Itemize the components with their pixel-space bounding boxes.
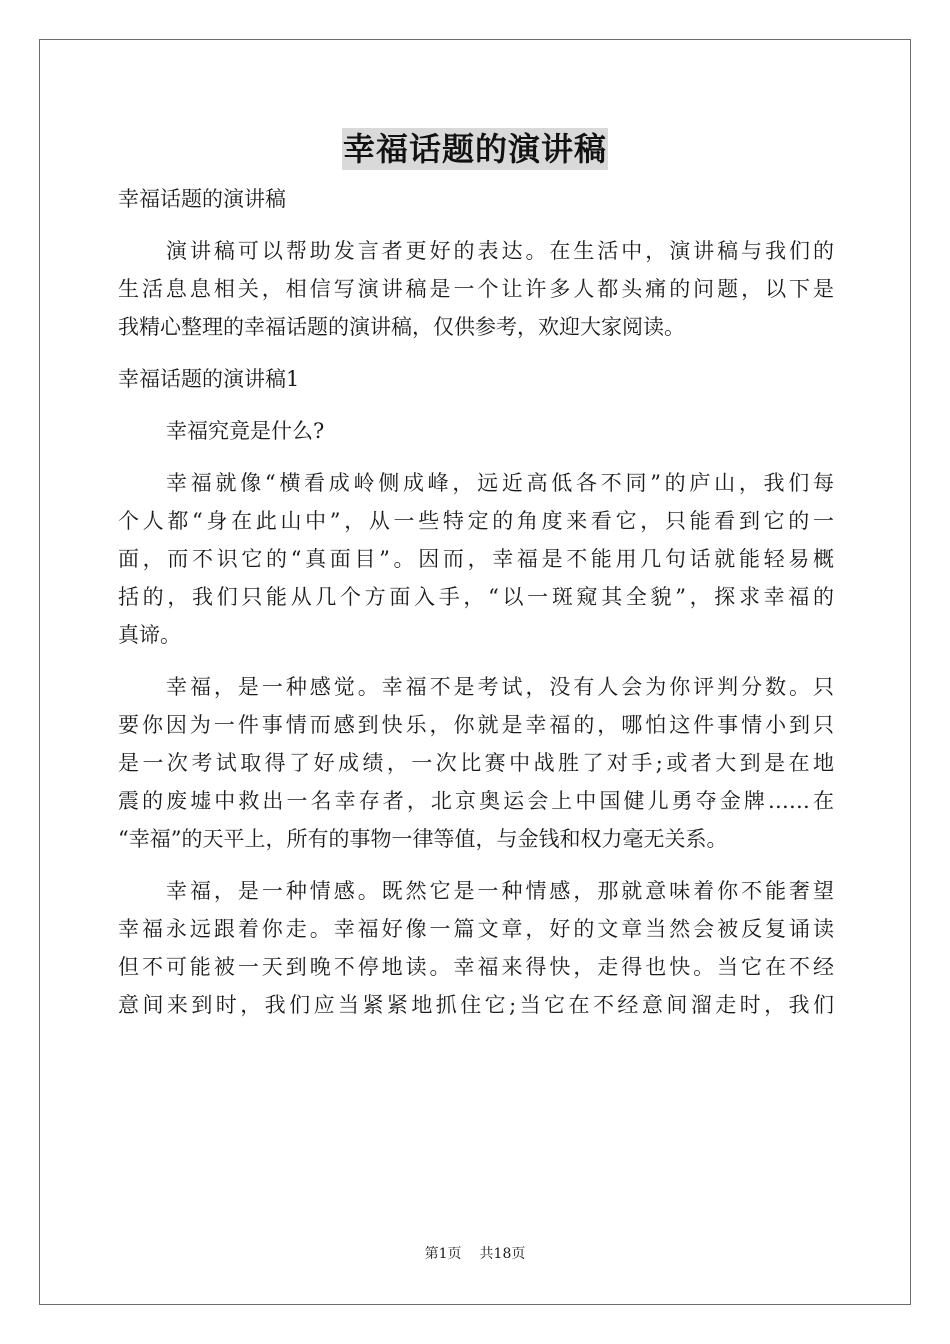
section-heading: 幸福话题的演讲稿1 <box>118 367 300 391</box>
text-line: 震的废墟中救出一名幸存者，北京奥运会上中国健儿勇夺金牌……在 <box>118 789 834 813</box>
page-total: 共18页 <box>479 1246 526 1262</box>
text-line: 要你因为一件事情而感到快乐，你就是幸福的，哪怕这件事情小到只 <box>118 713 834 737</box>
text-line: 幸福，是一种感觉。幸福不是考试，没有人会为你评判分数。只 <box>166 675 834 699</box>
title-container <box>0 128 950 170</box>
paragraph-1 <box>118 464 834 654</box>
subheading: 幸福话题的演讲稿 <box>118 187 286 211</box>
text-line: 生活息息相关，相信写演讲稿是一个让许多人都头痛的问题，以下是 <box>118 277 834 301</box>
intro-paragraph <box>118 232 834 346</box>
paragraph-2 <box>118 668 834 858</box>
text-line: 我精心整理的幸福话题的演讲稿，仅供参考，欢迎大家阅读。 <box>118 315 685 339</box>
text-line: 幸福永远跟着你走。幸福好像一篇文章，好的文章当然会被反复诵读 <box>118 917 834 941</box>
text-line: 但不可能被一天到晚不停地读。幸福来得快，走得也快。当它在不经 <box>118 955 834 979</box>
question-paragraph <box>118 412 834 450</box>
text-line: 幸福究竟是什么? <box>166 419 325 443</box>
text-line: 括的，我们只能从几个方面入手，“以一斑窥其全貌”，探求幸福的 <box>118 585 834 609</box>
text-line: 幸福就像“横看成岭侧成峰，远近高低各不同”的庐山，我们每 <box>166 471 834 495</box>
text-line: 意间来到时，我们应当紧紧地抓住它;当它在不经意间溜走时，我们 <box>118 993 834 1017</box>
text-line: 真谛。 <box>118 623 181 647</box>
text-line: 是一次考试取得了好成绩，一次比赛中战胜了对手;或者大到是在地 <box>118 751 834 775</box>
text-line: 个人都“身在此山中”，从一些特定的角度来看它，只能看到它的一 <box>118 509 834 533</box>
document-body <box>118 180 834 1024</box>
text-line: 幸福，是一种情感。既然它是一种情感，那就意味着你不能奢望 <box>166 879 834 903</box>
paragraph-3 <box>118 872 834 1024</box>
page-number: 第1页 <box>424 1246 462 1262</box>
page-footer <box>0 1245 950 1263</box>
text-line: “幸福”的天平上，所有的事物一律等值，与金钱和权力毫无关系。 <box>118 827 728 851</box>
text-line: 面，而不识它的“真面目”。因而，幸福是不能用几句话就能轻易概 <box>118 547 834 571</box>
document-title: 幸福话题的演讲稿 <box>342 130 607 168</box>
text-line: 演讲稿可以帮助发言者更好的表达。在生活中，演讲稿与我们的 <box>166 239 834 263</box>
